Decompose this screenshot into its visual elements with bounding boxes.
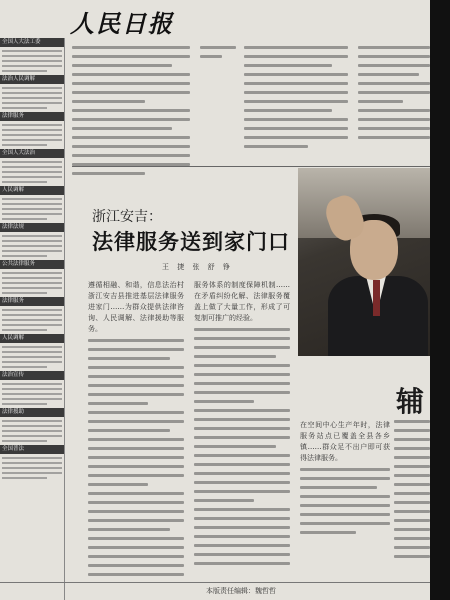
sidebar-text-line — [2, 361, 62, 363]
sidebar-heading: 法律服务 — [0, 112, 64, 121]
sidebar-heading: 法律援助 — [0, 408, 64, 417]
article-column-1 — [88, 280, 184, 580]
top-column-4 — [358, 46, 430, 164]
sidebar-text-line — [2, 403, 47, 405]
article-headline: 法律服务送到家门口 — [92, 230, 290, 254]
sidebar-text-line — [2, 324, 62, 326]
sidebar-text-line — [2, 50, 62, 52]
sidebar-heading: 法律法规 — [0, 223, 64, 232]
sidebar-text-line — [2, 277, 62, 279]
sidebar-text-line — [2, 181, 47, 183]
sidebar-heading: 法治人民调解 — [0, 75, 64, 84]
sidebar-text-line — [2, 420, 62, 422]
sidebar-text-line — [2, 176, 62, 178]
sidebar-text-line — [2, 435, 62, 437]
sidebar-text-line — [2, 319, 62, 321]
sidebar-text-line — [2, 462, 62, 464]
sidebar-text-line — [2, 309, 62, 311]
sidebar-text-line — [2, 198, 62, 200]
photo-edge-shadow — [430, 0, 450, 600]
sidebar-text-line — [2, 161, 62, 163]
sidebar-text-line — [2, 351, 62, 353]
sidebar-text-line — [2, 166, 62, 168]
sidebar-text-line — [2, 366, 47, 368]
article-column-2 — [194, 280, 290, 580]
sidebar-text-line — [2, 477, 47, 479]
sidebar-text-line — [2, 430, 62, 432]
sidebar-heading: 公共法律服务 — [0, 260, 64, 269]
sidebar-block — [0, 297, 64, 331]
sidebar-text-line — [2, 60, 62, 62]
sidebar-heading: 法治宣传 — [0, 371, 64, 380]
sidebar-text-line — [2, 213, 62, 215]
sidebar-block — [0, 223, 64, 257]
sidebar-block — [0, 38, 64, 72]
article-photo — [298, 168, 430, 356]
sidebar-text-line — [2, 102, 62, 104]
article-col3-text: 在空间中心生产年时，法律服务站点已覆盖全县各乡镇……群众足不出户即可获得法律服务。 — [300, 421, 390, 462]
sidebar-text-line — [2, 245, 62, 247]
sidebar-text-line — [2, 87, 62, 89]
sidebar-text-line — [2, 203, 62, 205]
sidebar-block — [0, 186, 64, 220]
sidebar-heading: 全国人大法工委 — [0, 38, 64, 47]
sidebar-text-line — [2, 356, 62, 358]
sidebar-text-line — [2, 393, 62, 395]
sidebar-text-line — [2, 139, 62, 141]
sidebar-text-line — [2, 218, 47, 220]
top-column-1 — [72, 46, 190, 196]
sidebar-text-line — [2, 97, 62, 99]
sidebar-text-line — [2, 329, 47, 331]
photo-tie — [373, 280, 380, 316]
sidebar-text-line — [2, 472, 62, 474]
sidebar-block — [0, 334, 64, 368]
sidebar-block — [0, 408, 64, 442]
sidebar-text-line — [2, 124, 62, 126]
sidebar-heading: 人民调解 — [0, 186, 64, 195]
article-col2-text: 服务体系的制度保障机制……在矛盾纠纷化解、法律服务覆盖上做了大量工作，形成了可复制可推广的经验。 — [194, 281, 290, 322]
sidebar-block — [0, 260, 64, 294]
sidebar-text-line — [2, 65, 62, 67]
sidebar-heading: 人民调解 — [0, 334, 64, 343]
article-column-4 — [394, 420, 430, 580]
top-column-3 — [244, 46, 348, 164]
sidebar-block — [0, 75, 64, 109]
sidebar-index — [0, 38, 65, 600]
sidebar-text-line — [2, 70, 47, 72]
sidebar-text-line — [2, 144, 47, 146]
top-divider — [72, 166, 430, 167]
sidebar-text-line — [2, 55, 62, 57]
article-byline: 王 捷 张 舒 铮 — [162, 263, 233, 271]
sidebar-text-line — [2, 440, 47, 442]
sidebar-text-line — [2, 467, 62, 469]
sidebar-text-line — [2, 272, 62, 274]
sidebar-text-line — [2, 107, 47, 109]
sidebar-text-line — [2, 314, 62, 316]
article-lead: 遵循相融、和谐，信息法治村 浙江安吉县推进基层法律服务进家门……为群众提供法律咨询、人民调解、法律援助等服务。 — [88, 281, 184, 333]
article-kicker: 浙江安吉： — [92, 209, 162, 225]
sidebar-text-line — [2, 425, 62, 427]
sidebar-text-line — [2, 250, 62, 252]
sidebar-text-line — [2, 171, 62, 173]
sidebar-text-line — [2, 240, 62, 242]
continuation-headline-char: 辅 — [396, 385, 425, 418]
sidebar-text-line — [2, 282, 62, 284]
sidebar-heading: 全国普法 — [0, 445, 64, 454]
newspaper-masthead: 人民日报 — [70, 9, 174, 38]
sidebar-text-line — [2, 255, 47, 257]
sidebar-block — [0, 445, 64, 479]
sidebar-block — [0, 149, 64, 183]
sidebar-text-line — [2, 134, 62, 136]
sidebar-text-line — [2, 208, 62, 210]
sidebar-text-line — [2, 129, 62, 131]
sidebar-text-line — [2, 92, 62, 94]
sidebar-block — [0, 371, 64, 405]
sidebar-text-line — [2, 346, 62, 348]
sidebar-text-line — [2, 292, 47, 294]
sidebar-text-line — [2, 235, 62, 237]
sidebar-text-line — [2, 398, 62, 400]
page-footer-editor: 本版责任编辑：魏哲哲 — [206, 587, 276, 595]
sidebar-text-line — [2, 383, 62, 385]
article-column-3 — [300, 420, 390, 580]
sidebar-heading: 法律服务 — [0, 297, 64, 306]
sidebar-text-line — [2, 388, 62, 390]
sidebar-text-line — [2, 287, 62, 289]
top-column-2 — [200, 46, 236, 86]
sidebar-heading: 全国人大法治 — [0, 149, 64, 158]
sidebar-text-line — [2, 457, 62, 459]
sidebar-block — [0, 112, 64, 146]
